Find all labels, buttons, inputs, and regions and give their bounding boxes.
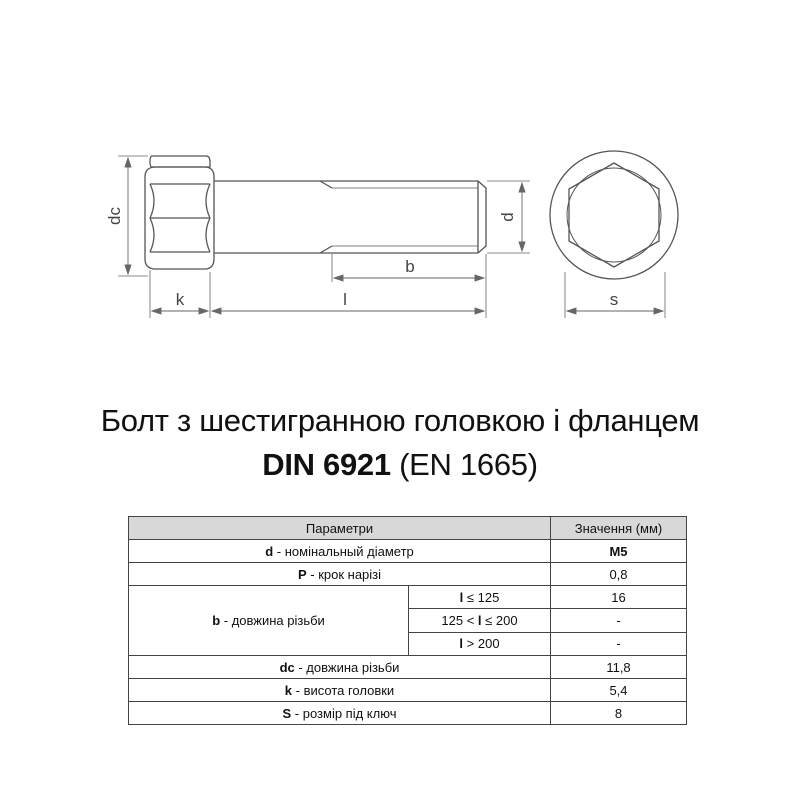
dim-label-dc: dc — [105, 207, 124, 225]
value-dc: 11,8 — [551, 656, 687, 679]
bolt-end-view-inner-circle — [567, 168, 661, 262]
param-dc — [129, 656, 551, 679]
dim-label-s: s — [609, 290, 619, 309]
condition-suffix: ≤ 125 — [463, 589, 500, 605]
table-header-row — [129, 517, 687, 540]
param-b-condition-3 — [409, 632, 551, 655]
value-k: 5,4 — [551, 679, 687, 702]
bolt-shank-outline — [214, 181, 486, 253]
param-b-condition-1 — [409, 586, 551, 609]
value-b-3: - — [551, 632, 687, 655]
value-d: M5 — [551, 540, 687, 563]
condition-symbol: l — [459, 636, 464, 652]
page-title: Болт з шестигранною головкою і фланцем — [100, 403, 700, 438]
header-params: Параметри — [129, 517, 551, 540]
param-symbol: dc — [279, 659, 295, 675]
condition-suffix: > 200 — [463, 636, 500, 652]
param-b — [129, 586, 409, 656]
condition-suffix: ≤ 200 — [481, 612, 518, 628]
param-symbol: P — [297, 566, 307, 582]
param-symbol: S — [282, 705, 292, 721]
table-row-s — [129, 702, 687, 725]
header-values: Значення (мм) — [551, 517, 687, 540]
param-k — [129, 679, 551, 702]
condition-prefix: 125 < — [441, 612, 478, 628]
param-symbol: b — [212, 613, 221, 628]
spec-table — [128, 516, 687, 725]
param-desc: - висота головки — [292, 682, 395, 698]
param-symbol: d — [265, 543, 274, 559]
value-b-2: - — [551, 609, 687, 632]
bolt-end-view-hex — [569, 163, 659, 267]
condition-symbol: l — [477, 612, 482, 628]
param-desc: - крок нарізі — [306, 566, 382, 582]
param-d — [129, 540, 551, 563]
param-desc: - номінальный діаметр — [273, 543, 414, 559]
param-desc: - довжина різьби — [294, 659, 400, 675]
table-row-k — [129, 679, 687, 702]
dim-label-k: k — [175, 290, 185, 309]
param-p — [129, 563, 551, 586]
condition-symbol: l — [459, 589, 464, 605]
value-p: 0,8 — [551, 563, 687, 586]
param-desc: - розмір під ключ — [291, 705, 397, 721]
table-row-d — [129, 540, 687, 563]
param-desc: - довжина різьби — [220, 613, 325, 628]
value-b-1: 16 — [551, 586, 687, 609]
param-s — [129, 702, 551, 725]
param-b-condition-2 — [409, 609, 551, 632]
dim-label-d: d — [498, 212, 517, 222]
param-symbol: k — [284, 682, 293, 698]
table-row-b1 — [129, 586, 687, 609]
dim-label-l: l — [343, 290, 347, 309]
value-s: 8 — [551, 702, 687, 725]
standard-title — [0, 447, 800, 483]
table-row-dc — [129, 656, 687, 679]
bolt-technical-drawing — [0, 0, 800, 380]
standard-code: DIN 6921 — [262, 447, 391, 482]
standard-alt-code: (EN 1665) — [399, 447, 538, 482]
table-row-p — [129, 563, 687, 586]
dim-label-b: b — [405, 257, 415, 276]
bolt-hex-head-outline — [150, 156, 210, 167]
